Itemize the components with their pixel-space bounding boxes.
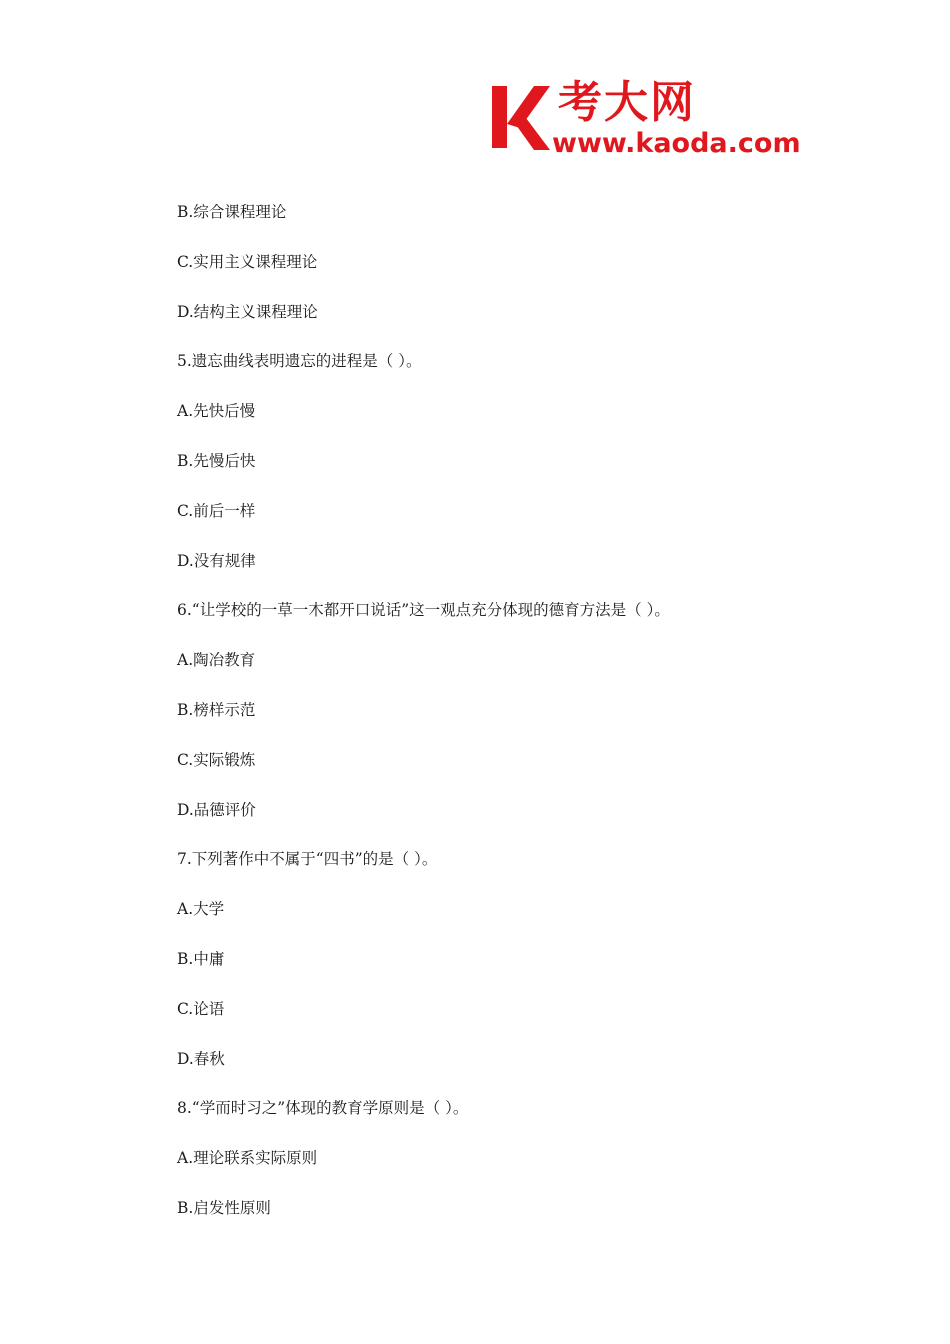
question-line: 8.“学而时习之”体现的教育学原则是（ ）。 bbox=[177, 1099, 469, 1118]
option-line: D.没有规律 bbox=[177, 551, 256, 570]
k-logo-icon bbox=[492, 82, 554, 154]
option-line: D.结构主义课程理论 bbox=[177, 302, 318, 321]
option-line: C.实用主义课程理论 bbox=[177, 252, 318, 271]
option-line: C.论语 bbox=[177, 999, 225, 1018]
logo-chinese-title: 考大网 bbox=[558, 77, 696, 128]
option-line: B.综合课程理论 bbox=[177, 203, 287, 221]
option-line: B.启发性原则 bbox=[177, 1198, 271, 1217]
question-line: 7.下列著作中不属于“四书”的是（ ）。 bbox=[177, 850, 438, 869]
logo-website-url: www.kaoda.com bbox=[552, 128, 801, 159]
option-line: B.中庸 bbox=[177, 949, 225, 968]
option-line: A.理论联系实际原则 bbox=[177, 1149, 318, 1168]
option-line: B.先慢后快 bbox=[177, 451, 256, 470]
option-line: C.实际锻炼 bbox=[177, 750, 256, 769]
option-line: D.品德评价 bbox=[177, 800, 256, 819]
option-line: C.前后一样 bbox=[177, 501, 256, 520]
kaoda-logo bbox=[492, 78, 812, 162]
question-line: 5.遗忘曲线表明遗忘的进程是（ ）。 bbox=[177, 352, 422, 371]
option-line: A.大学 bbox=[177, 900, 225, 919]
option-line: B.榜样示范 bbox=[177, 700, 256, 719]
question-content bbox=[177, 200, 877, 1246]
option-line: A.陶冶教育 bbox=[177, 651, 256, 670]
question-line: 6.“让学校的一草一木都开口说话”这一观点充分体现的德育方法是（ ）。 bbox=[177, 601, 670, 620]
option-line: A.先快后慢 bbox=[177, 402, 256, 421]
option-line: D.春秋 bbox=[177, 1049, 225, 1068]
